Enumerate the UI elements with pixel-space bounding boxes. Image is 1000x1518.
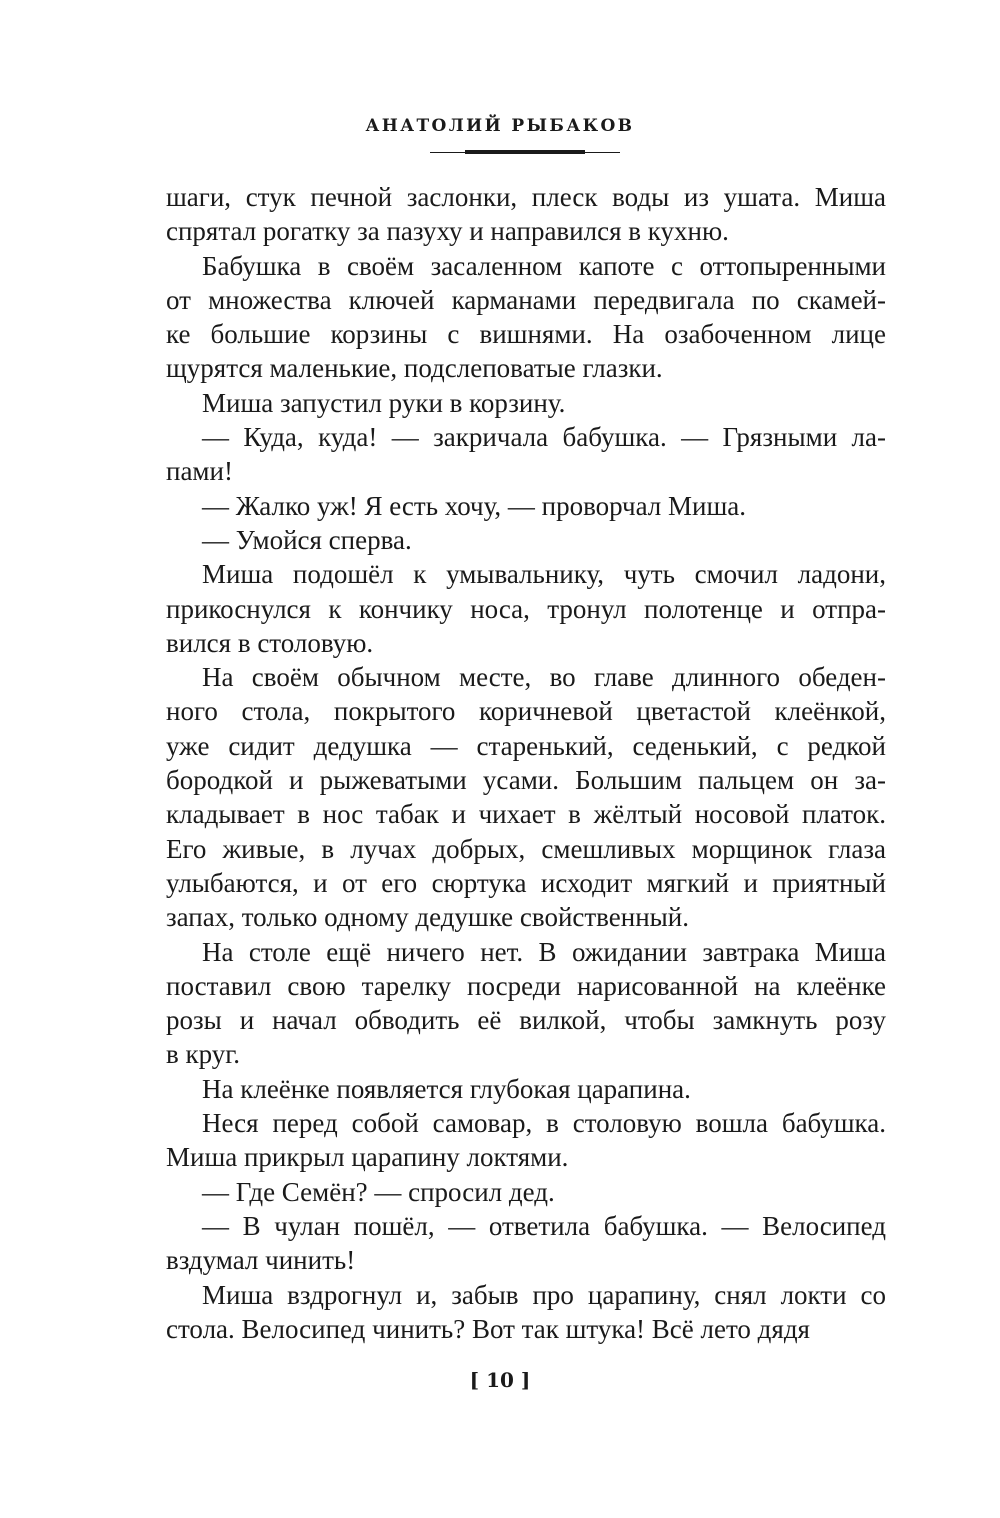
text-line: Неся перед собой самовар, в столовую вошла бабушка. — [202, 1108, 886, 1139]
header-rule — [430, 150, 620, 156]
text-line: ного стола, покрытого коричневой цветастой клеёнкой, — [166, 696, 886, 727]
text-line: пами! — [166, 456, 233, 487]
text-line: ке большие корзины с вишнями. На озабоченном лице — [166, 319, 886, 350]
running-head — [0, 116, 1000, 136]
text-line: — В чулан пошёл, — ответила бабушка. — Велосипед — [202, 1210, 886, 1241]
text-line: улыбаются, и от его сюртука исходит мягкий и приятный — [166, 867, 886, 898]
text-line: Миша подошёл к умывальнику, чуть смочил ладони, — [202, 559, 886, 590]
text-line: шаги, стук печной заслонки, плеск воды из ушата. Миша — [166, 182, 886, 212]
text-line: На клеёнке появляется глубокая царапина. — [202, 1073, 691, 1104]
text-line: от множества ключей карманами передвигала по скамей- — [166, 284, 886, 315]
header-rule-thick — [465, 150, 585, 154]
text-line: в круг. — [166, 1039, 241, 1070]
text-line: розы и начал обводить её вилкой, чтобы замкнуть розу — [166, 1005, 886, 1036]
text-line: вздумал чинить! — [166, 1245, 356, 1276]
text-line: стола. Велосипед чинить? Вот так штука! Всё лето дядя — [166, 1313, 810, 1344]
text-line: Миша вздрогнул и, забыв про царапину, снял локти со — [202, 1279, 886, 1310]
text-line: вился в столовую. — [166, 627, 374, 658]
text-line: — Жалко уж! Я есть хочу, — проворчал Миша. — [202, 490, 747, 521]
text-line: — Умойся сперва. — [202, 524, 412, 555]
text-line: На своём обычном месте, во главе длинного обеден- — [202, 662, 886, 693]
body-text — [166, 180, 886, 1346]
text-line: спрятал рогатку за пазуху и направился в кухню. — [166, 216, 729, 247]
text-line: поставил свою тарелку посреди нарисованной на клеёнке — [166, 970, 886, 1001]
text-line: — Где Семён? — спросил дед. — [202, 1176, 555, 1207]
text-line: Миша запустил руки в корзину. — [202, 387, 566, 418]
text-line: запах, только одному дедушке свойственный. — [166, 902, 689, 933]
text-line: Бабушка в своём засаленном капоте с оттопыренными — [202, 250, 886, 281]
text-line: кладывает в нос табак и чихает в жёлтый носовой платок. — [166, 799, 886, 830]
text-line: — Куда, куда! — закричала бабушка. — Грязными ла- — [202, 422, 886, 453]
text-line: бородкой и рыжеватыми усами. Большим пальцем он за- — [166, 765, 886, 796]
text-line: уже сидит дедушка — старенький, седенький, с редкой — [166, 730, 886, 761]
text-line: Миша прикрыл царапину локтями. — [166, 1142, 569, 1173]
text-line: прикоснулся к кончику носа, тронул полотенце и отпра- — [166, 593, 886, 624]
author-name: АНАТОЛИЙ РЫБАКОВ — [365, 116, 635, 136]
text-line: Его живые, в лучах добрых, смешливых морщинок глаза — [166, 833, 886, 864]
text-line: На столе ещё ничего нет. В ожидании завтрака Миша — [202, 936, 886, 967]
page-number: [ 10 ] — [469, 1368, 531, 1392]
text-line: щурятся маленькие, подслеповатые глазки. — [166, 353, 663, 384]
